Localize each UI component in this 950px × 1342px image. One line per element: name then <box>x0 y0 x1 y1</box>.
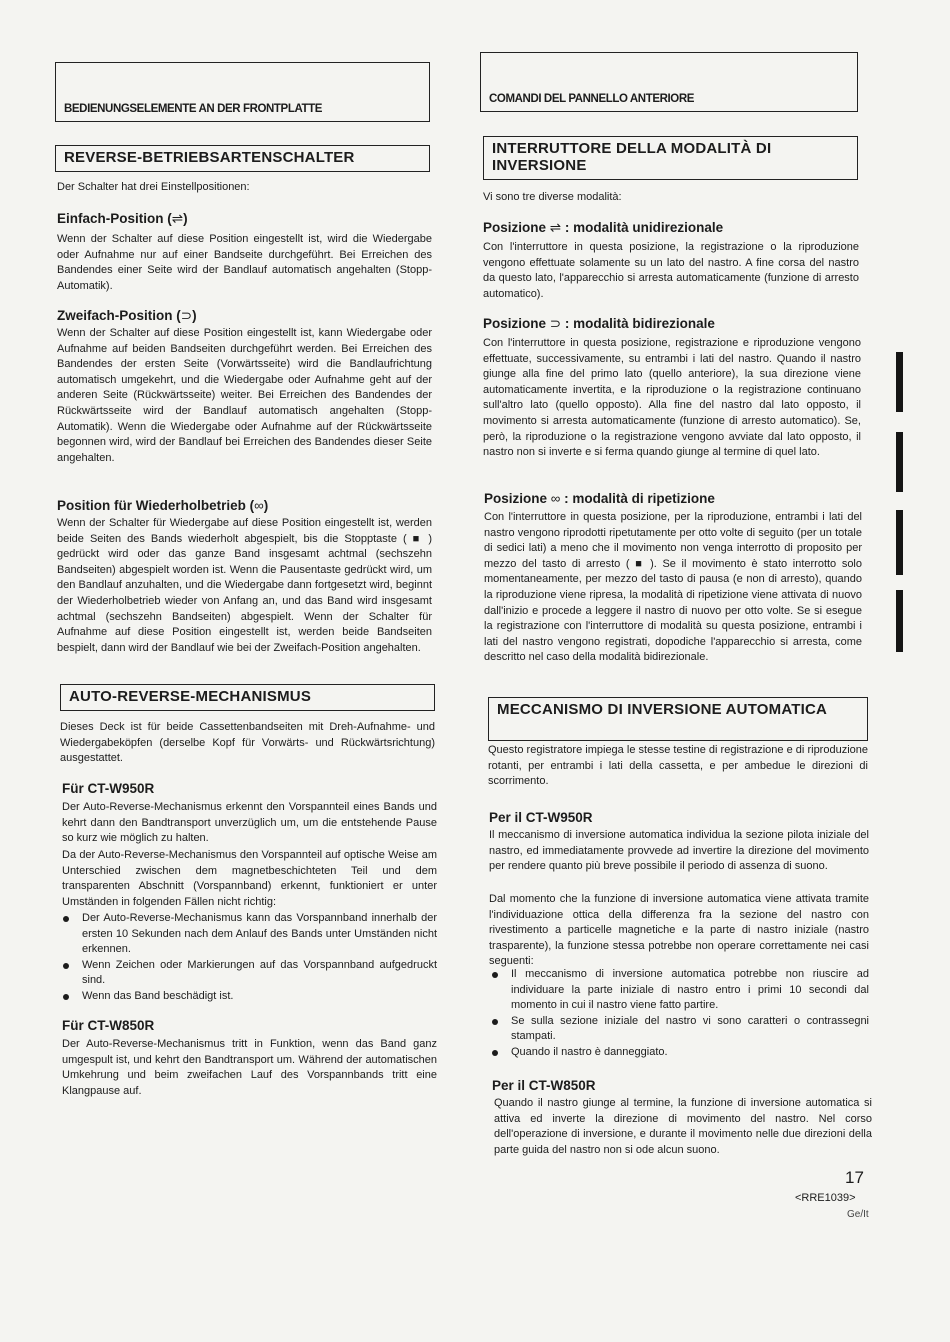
paragraph: Dieses Deck ist für beide Cassettenbandseiten mit Dreh-Aufnahme- und Wiedergabeköpfen (derselbe Kopf für Vorwärts- und Rückwärtsrichtung) ausgestattet. <box>60 721 435 765</box>
subheading-label: Posizione <box>483 220 547 235</box>
language-tab-marker <box>896 432 903 492</box>
subheading-single-position <box>57 211 188 227</box>
language-tab-marker <box>896 352 903 412</box>
paragraph: Der Auto-Reverse-Mechanismus tritt in Funktion, wenn das Band ganz umgespult ist, und kehrt den Bandtransport um. Während der automatischen Umkehrung und beim zweifachen Lauf des Vorspannbands tritt eine Klangpause auf. <box>62 1038 437 1097</box>
two-way-mode-icon: ⊃ <box>180 308 193 323</box>
paragraph: Quando il nastro giunge al termine, la funzione di inversione automatica si attiva ed inverte la direzione di movimento del nastro. Nel corso dell'operazione di inversione, e durante il movimento nelle due direzioni della parte guida del nastro non si ode alcun suono. <box>494 1097 872 1156</box>
section-header-de: BEDIENUNGSELEMENTE AN DER FRONTPLATTE <box>55 62 430 122</box>
paragraph: Dal momento che la funzione di inversione automatica viene attivata tramite l'individuazione ottica della differenza fra la sezione del nastro con rivestimento a particelle magnetiche e la parte di nastro iniziale (nastro trasparente), la funzione stessa potrebbe non operare correttamente nei casi seguenti: <box>489 893 869 968</box>
paragraph: Da der Auto-Reverse-Mechanismus den Vorspannteil auf optische Weise am Unterschied zwischen dem magnetbeschichteten Teil und dem transparenten Abschnitt (Vorspannband) erkennt, funktioniert er unter Umständen in folgenden Fällen nicht richtig: <box>62 849 437 908</box>
list-item: Wenn Zeichen oder Markierungen auf das Vorspannband aufgedruckt sind. <box>60 958 437 989</box>
list-item: Il meccanismo di inversione automatica potrebbe non riuscire ad individuare la parte iniziale di nastro entro i primi 10 secondi dal momento in cui il nastro viene fatto partire. <box>489 967 869 1014</box>
subheading-label: Einfach-Position ( <box>57 211 172 226</box>
subheading-model-850: Per il CT-W850R <box>492 1078 596 1093</box>
intro-text: Vi sono tre diverse modalità: <box>483 191 622 203</box>
subheading-double-position <box>57 308 197 324</box>
paragraph: Il meccanismo di inversione automatica individua la sezione pilota iniziale del nastro, ed immediatamente provvede ad invertire la direzione del movimento per rendere quanto più breve possibile il periodo di assenza di suono. <box>489 829 869 873</box>
repeat-mode-icon: ∞ <box>550 491 561 506</box>
list-item: Der Auto-Reverse-Mechanismus kann das Vorspannband innerhalb der ersten 10 Sekunden nach dem Anlauf des Bands unter Umständen nicht erkennen. <box>60 911 437 958</box>
bullet-list <box>489 967 869 1061</box>
subheading-label: Position für Wiederholbetrieb ( <box>57 498 255 513</box>
subheading-model-950: Per il CT-W950R <box>489 810 593 825</box>
paragraph: Der Auto-Reverse-Mechanismus erkennt den Vorspannteil eines Bands und kehrt dann den Bandtransport unverzüglich um, um die entstehende Pause so kurz wie möglich zu halten. <box>62 801 437 845</box>
section-title-auto-reverse-de: AUTO-REVERSE-MECHANISMUS <box>60 684 435 711</box>
section-title-reverse-switch-it: INTERRUTTORE DELLA MODALITÀ DI INVERSIONE <box>483 136 858 180</box>
two-way-mode-icon: ⊃ <box>549 316 562 331</box>
language-code: Ge/It <box>847 1209 869 1220</box>
subheading-close: ) <box>192 308 197 323</box>
language-tab-marker <box>896 510 903 575</box>
list-item: Se sulla sezione iniziale del nastro vi sono caratteri o contrassegni stampati. <box>489 1014 869 1045</box>
subheading-repeat <box>484 491 715 507</box>
subheading-unidirectional <box>483 220 723 236</box>
subheading-label: : modalità unidirezionale <box>564 220 724 235</box>
paragraph: Con l'interruttore in questa posizione, la registrazione o la riproduzione vengono effettuate solamente su un lato del nastro. A fine corsa del nastro da questo lato, l'apparecchio si arresta automaticamente (funzione di arresto automatico). <box>483 241 859 300</box>
page-number: 17 <box>845 1168 864 1187</box>
one-way-mode-icon: ⇌ <box>549 220 562 235</box>
list-item: Wenn das Band beschädigt ist. <box>60 989 437 1005</box>
paragraph: Wenn der Schalter auf diese Position eingestellt ist, wird die Wiedergabe oder Aufnahme nur auf einer Bandseite durchgeführt. Bei Erreichen des Bandendes einer Seite wird der Bandlauf automatisch angehalten (Stopp-Automatik). <box>57 233 432 292</box>
subheading-label: Posizione <box>483 316 547 331</box>
subheading-label: Posizione <box>484 491 548 506</box>
list-item: Quando il nastro è danneggiato. <box>489 1045 869 1061</box>
paragraph: Wenn der Schalter auf diese Position eingestellt ist, kann Wiedergabe oder Aufnahme auf beiden Bandseiten durchgeführt werden. Bei Erreichen des Bandendes der ersten Seite (Vorwärtsseite) wird die Bandlaufrichtung automatisch umgekehrt, und die Wiedergabe oder Aufnahme geht auf der anderen Seite (Rückwärtsseite) weiter. Bei Erreichen des Bandendes der Rückwärtsseite wird der Bandlauf automatisch angehalten (Stopp-Automatik). Wenn die Wiedergabe oder Aufnahme auf der Rückwärtsseite begonnen wird, wird der Bandlauf bei Erreichen des Bandendes dieser Seite angehalten. <box>57 327 432 464</box>
paragraph: Wenn der Schalter für Wiedergabe auf diese Position eingestellt ist, werden beide Seiten des Bands wiederholt abgespielt, bis die Stopptaste ( ■ ) gedrückt wird oder das ganze Band insgesamt achtmal (sechszehn Bandseiten) abgespielt worden ist. Wenn die Pausentaste gedrückt wird, um den Bandlauf anzuhalten, und die Wiedergabe dann fortgesetzt wird, beginnt der Wiederholbetrieb wieder von Anfang an, und das Band wird insgesamt achtmal (sechszehn Bandseiten) abgespielt. Wenn der Schalter für Aufnahme auf diese Position eingestellt ist, werden beide Bandseiten bespielt, dann wird der Bandlauf wie bei der Zweifach-Position angehalten. <box>57 517 432 654</box>
language-tab-marker <box>896 590 903 652</box>
one-way-mode-icon: ⇌ <box>171 211 184 226</box>
subheading-model-850: Für CT-W850R <box>62 1018 155 1033</box>
subheading-repeat-position <box>57 498 268 514</box>
subheading-label: : modalità di ripetizione <box>564 491 715 506</box>
subheading-label: : modalità bidirezionale <box>564 316 715 331</box>
section-header-it: COMANDI DEL PANNELLO ANTERIORE <box>480 52 858 112</box>
section-title-reverse-switch-de: REVERSE-BETRIEBSARTENSCHALTER <box>55 145 430 172</box>
paragraph: Questo registratore impiega le stesse testine di registrazione e di riproduzione rotanti, per entrambi i lati della cassetta, e per ambedue le direzioni di scorrimento. <box>488 744 868 788</box>
document-code: <RRE1039> <box>795 1192 856 1204</box>
subheading-label: Zweifach-Position ( <box>57 308 181 323</box>
paragraph: Con l'interruttore in questa posizione, per la riproduzione, entrambi i lati del nastro vengono riprodotti ripetutamente per otto volte di seguito (per un totale di sedici lati) a meno che il movimento non venga interrotto di proposito per mezzo del tasto di arresto ( ■ ). Se il movimento è stato interrotto solo momentaneamente, per mezzo del tasto di pausa (e non di arresto), quando la riproduzione viene ripresa, la modalità di ripetizione viene attivata di nuovo dall'inizio e procede a leggere il nastro di nuovo per otto volte. Se si esegue la registrazione con l'interruttore di modalità su questa posizione, entrambi i lati del nastro vengono registrati, dopodiche l'apparecchio si arresta, come descritto nel caso della modalità bidirezionale. <box>484 511 862 664</box>
subheading-model-950: Für CT-W950R <box>62 781 155 796</box>
paragraph: Con l'interruttore in questa posizione, registrazione e riproduzione vengono effettuate, successivamente, su entrambi i lati del nastro. Quando il nastro giunge alla fine del primo lato (quello anteriore), la sua direzione viene automaticamente invertita, e la riproduzione o la registrazione continuano sull'altro lato (quello opposto). Alla fine del nastro dal lato opposto, il movimento si arresta automaticamente (funzione di arresto automatico). Se, però, la riproduzione o la registrazione vengono avviate dal lato opposto, il nastro non si inverte e si ferma quando giunge al termine di quel lato. <box>483 337 861 459</box>
intro-text: Der Schalter hat drei Einstellpositionen: <box>57 181 250 193</box>
bullet-list <box>60 911 437 1005</box>
repeat-mode-icon: ∞ <box>254 498 264 513</box>
subheading-bidirectional <box>483 316 715 332</box>
section-title-auto-reverse-it: MECCANISMO DI INVERSIONE AUTOMATICA <box>488 697 868 741</box>
subheading-close: ) <box>263 498 269 513</box>
subheading-close: ) <box>183 211 188 226</box>
